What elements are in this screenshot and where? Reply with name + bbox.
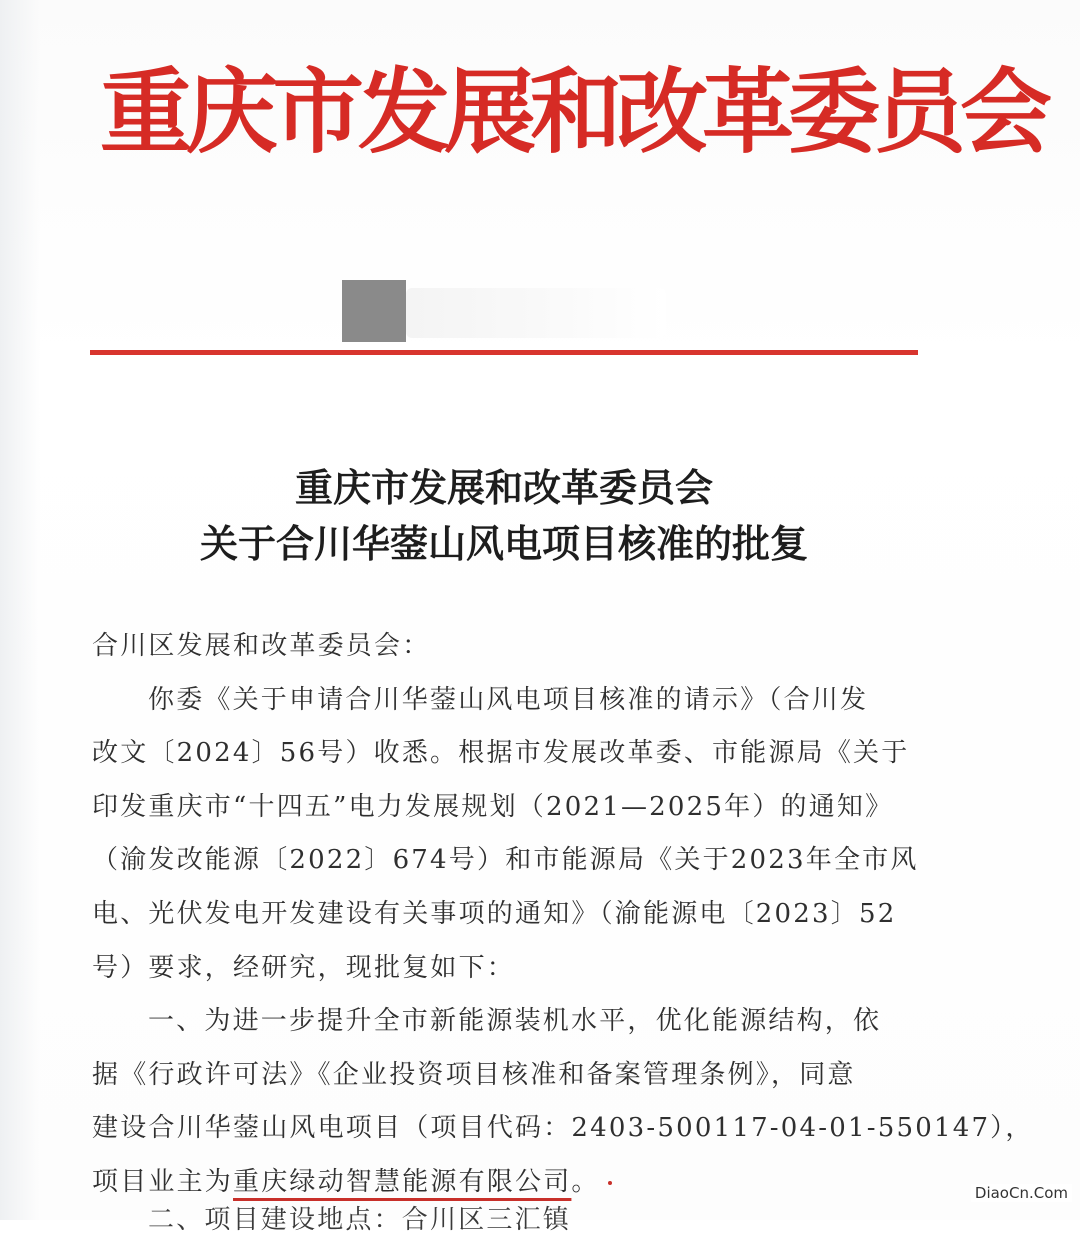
- body-line: 电、光伏发电开发建设有关事项的通知》（渝能源电〔2023〕52: [92, 898, 897, 929]
- title-line-1: 重庆市发展和改革委员会: [294, 465, 713, 510]
- owner-company-underlined: 重庆绿动智慧能源有限公司: [233, 1166, 572, 1197]
- cut-off-body-line: 二、项目建设地点：合川区三汇镇: [148, 1205, 572, 1235]
- project-owner-line: [92, 1156, 922, 1210]
- body-line: 据《行政许可法》《企业投资项目核准和备案管理条例》，同意: [92, 1059, 856, 1090]
- body-line: 一、为进一步提升全市新能源装机水平，优化能源结构，依: [148, 1006, 882, 1037]
- body-line: （渝发改能源〔2022〕674号）和市能源局《关于2023年全市风: [92, 845, 919, 876]
- document-title: [90, 460, 918, 572]
- body-line: 改文〔2024〕56号）收悉。根据市发展改革委、市能源局《关于: [92, 738, 910, 769]
- body-line: 印发重庆市“十四五”电力发展规划（2021—2025年）的通知》: [92, 791, 894, 822]
- redaction-blur: [406, 288, 666, 338]
- salutation: 合川区发展和改革委员会：: [92, 631, 431, 661]
- redacted-document-number: [342, 280, 672, 342]
- pen-mark: [608, 1181, 612, 1185]
- site-watermark: DiaoCn.Com: [971, 1184, 1072, 1202]
- body-line: 建设合川华蓥山风电项目（项目代码：2403-500117-04-01-550147），: [92, 1113, 1034, 1144]
- title-line-2: 关于合川华蓥山风电项目核准的批复: [199, 521, 808, 566]
- body-line: 你委《关于申请合川华蓥山风电项目核准的请示》（合川发: [148, 684, 869, 715]
- owner-suffix: 。: [571, 1166, 600, 1197]
- redaction-block: [342, 280, 406, 342]
- owner-prefix: 项目业主为: [92, 1166, 234, 1197]
- page-edge-shadow: [0, 0, 40, 1220]
- red-divider-line: [90, 350, 918, 355]
- body-line: 号）要求，经研究，现批复如下：: [92, 952, 516, 983]
- issuer-masthead: 重庆市发展和改革委员会: [100, 59, 1047, 166]
